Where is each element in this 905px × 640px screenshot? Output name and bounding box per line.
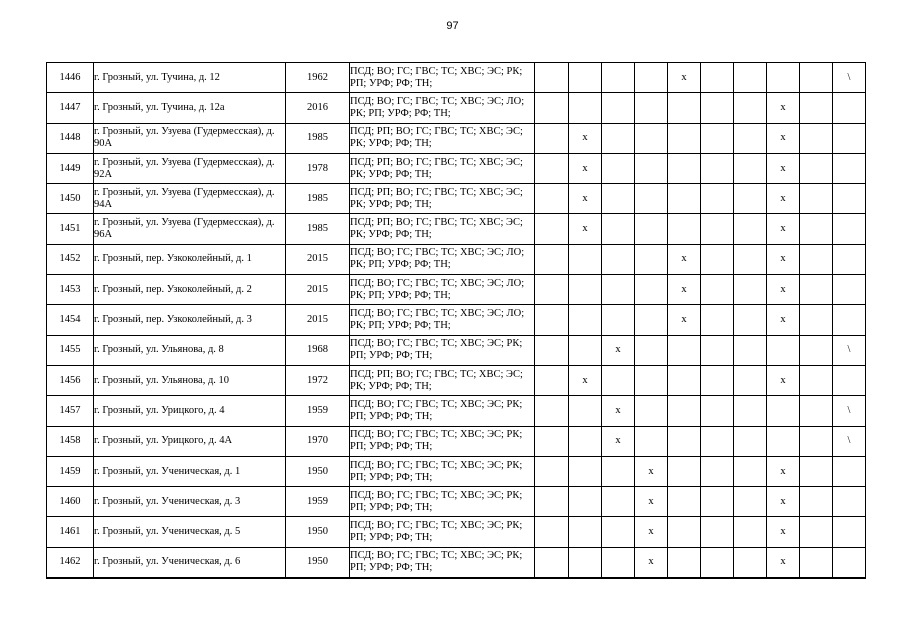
address-cell: г. Грозный, ул. Ученическая, д. 3 — [94, 487, 286, 517]
table-row — [47, 396, 866, 426]
mark-cell — [800, 426, 833, 456]
year-cell: 2016 — [286, 93, 350, 123]
table-row — [47, 365, 866, 395]
mark-cell — [734, 123, 767, 153]
address-cell: г. Грозный, ул. Урицкого, д. 4А — [94, 426, 286, 456]
year-cell: 1968 — [286, 335, 350, 365]
mark-cell: x — [767, 93, 800, 123]
mark-cell — [800, 244, 833, 274]
mark-cell — [767, 63, 800, 93]
mark-cell: x — [767, 305, 800, 335]
mark-cell — [701, 184, 734, 214]
row-number-cell: 1459 — [47, 456, 94, 486]
mark-cell — [800, 456, 833, 486]
mark-cell — [701, 456, 734, 486]
mark-cell: x — [767, 517, 800, 547]
mark-cell — [569, 396, 602, 426]
mark-cell — [668, 426, 701, 456]
housing-registry-table — [46, 62, 866, 579]
table-row — [47, 63, 866, 93]
mark-cell — [602, 93, 635, 123]
services-cell: ПСД; РП; ВО; ГС; ГВС; ТС; ХВС; ЭС; РК; УРФ; РФ; ТН; — [350, 184, 535, 214]
mark-cell — [833, 547, 866, 578]
mark-cell — [602, 214, 635, 244]
address-cell: г. Грозный, ул. Тучина, д. 12а — [94, 93, 286, 123]
mark-cell — [833, 153, 866, 183]
mark-cell — [668, 93, 701, 123]
mark-cell — [800, 396, 833, 426]
mark-cell: \ — [833, 63, 866, 93]
address-cell: г. Грозный, пер. Узкоколейный, д. 3 — [94, 305, 286, 335]
mark-cell: x — [767, 244, 800, 274]
row-number-cell: 1455 — [47, 335, 94, 365]
mark-cell — [701, 93, 734, 123]
mark-cell — [569, 93, 602, 123]
mark-cell — [668, 547, 701, 578]
row-number-cell: 1461 — [47, 517, 94, 547]
mark-cell — [800, 365, 833, 395]
year-cell: 1978 — [286, 153, 350, 183]
mark-cell — [569, 547, 602, 578]
mark-cell — [569, 275, 602, 305]
mark-cell — [535, 63, 569, 93]
mark-cell — [833, 487, 866, 517]
mark-cell: \ — [833, 396, 866, 426]
mark-cell — [833, 214, 866, 244]
address-cell: г. Грозный, ул. Узуева (Гудермесская), д. 90А — [94, 123, 286, 153]
mark-cell — [734, 456, 767, 486]
mark-cell — [701, 487, 734, 517]
mark-cell — [734, 365, 767, 395]
mark-cell — [800, 517, 833, 547]
mark-cell — [535, 335, 569, 365]
mark-cell — [635, 214, 668, 244]
services-cell: ПСД; ВО; ГС; ГВС; ТС; ХВС; ЭС; РК; РП; УРФ; РФ; ТН; — [350, 487, 535, 517]
mark-cell — [635, 93, 668, 123]
mark-cell: x — [767, 547, 800, 578]
row-number-cell: 1457 — [47, 396, 94, 426]
mark-cell — [668, 214, 701, 244]
mark-cell: x — [635, 456, 668, 486]
mark-cell — [535, 426, 569, 456]
row-number-cell: 1460 — [47, 487, 94, 517]
mark-cell — [701, 214, 734, 244]
table-row — [47, 275, 866, 305]
mark-cell — [535, 396, 569, 426]
services-cell: ПСД; ВО; ГС; ГВС; ТС; ХВС; ЭС; РК; РП; УРФ; РФ; ТН; — [350, 426, 535, 456]
address-cell: г. Грозный, ул. Ульянова, д. 10 — [94, 365, 286, 395]
mark-cell — [668, 123, 701, 153]
mark-cell — [800, 153, 833, 183]
mark-cell — [734, 93, 767, 123]
mark-cell — [767, 396, 800, 426]
mark-cell — [701, 153, 734, 183]
mark-cell — [602, 244, 635, 274]
table-row — [47, 153, 866, 183]
address-cell: г. Грозный, ул. Узуева (Гудермесская), д. 92А — [94, 153, 286, 183]
mark-cell — [602, 123, 635, 153]
year-cell: 2015 — [286, 305, 350, 335]
table-row — [47, 244, 866, 274]
mark-cell — [635, 275, 668, 305]
services-cell: ПСД; РП; ВО; ГС; ГВС; ТС; ХВС; ЭС; РК; УРФ; РФ; ТН; — [350, 123, 535, 153]
mark-cell: x — [569, 153, 602, 183]
row-number-cell: 1448 — [47, 123, 94, 153]
mark-cell — [734, 487, 767, 517]
mark-cell — [734, 184, 767, 214]
mark-cell — [800, 214, 833, 244]
mark-cell — [734, 275, 767, 305]
services-cell: ПСД; ВО; ГС; ГВС; ТС; ХВС; ЭС; ЛО; РК; РП; УРФ; РФ; ТН; — [350, 305, 535, 335]
year-cell: 1985 — [286, 214, 350, 244]
row-number-cell: 1462 — [47, 547, 94, 578]
mark-cell: x — [767, 123, 800, 153]
mark-cell — [734, 63, 767, 93]
year-cell: 1950 — [286, 456, 350, 486]
mark-cell — [833, 93, 866, 123]
table-row — [47, 426, 866, 456]
mark-cell — [635, 184, 668, 214]
mark-cell — [800, 63, 833, 93]
address-cell: г. Грозный, пер. Узкоколейный, д. 1 — [94, 244, 286, 274]
services-cell: ПСД; РП; ВО; ГС; ГВС; ТС; ХВС; ЭС; РК; УРФ; РФ; ТН; — [350, 365, 535, 395]
table-body — [47, 63, 866, 579]
year-cell: 1970 — [286, 426, 350, 456]
mark-cell — [833, 365, 866, 395]
mark-cell — [535, 214, 569, 244]
mark-cell — [535, 153, 569, 183]
mark-cell — [668, 184, 701, 214]
mark-cell — [602, 305, 635, 335]
mark-cell: x — [602, 396, 635, 426]
mark-cell — [569, 517, 602, 547]
mark-cell — [569, 244, 602, 274]
mark-cell: x — [635, 517, 668, 547]
mark-cell — [734, 335, 767, 365]
mark-cell — [635, 123, 668, 153]
mark-cell — [535, 184, 569, 214]
mark-cell: x — [635, 487, 668, 517]
mark-cell — [535, 275, 569, 305]
row-number-cell: 1451 — [47, 214, 94, 244]
services-cell: ПСД; ВО; ГС; ГВС; ТС; ХВС; ЭС; ЛО; РК; РП; УРФ; РФ; ТН; — [350, 275, 535, 305]
mark-cell — [701, 244, 734, 274]
services-cell: ПСД; РП; ВО; ГС; ГВС; ТС; ХВС; ЭС; РК; УРФ; РФ; ТН; — [350, 214, 535, 244]
services-cell: ПСД; ВО; ГС; ГВС; ТС; ХВС; ЭС; ЛО; РК; РП; УРФ; РФ; ТН; — [350, 93, 535, 123]
mark-cell — [701, 275, 734, 305]
mark-cell — [602, 487, 635, 517]
mark-cell — [569, 335, 602, 365]
mark-cell — [535, 517, 569, 547]
mark-cell — [833, 305, 866, 335]
mark-cell: x — [668, 244, 701, 274]
mark-cell — [635, 335, 668, 365]
mark-cell — [734, 517, 767, 547]
table-row — [47, 335, 866, 365]
mark-cell — [602, 184, 635, 214]
mark-cell — [701, 547, 734, 578]
row-number-cell: 1458 — [47, 426, 94, 456]
mark-cell — [701, 305, 734, 335]
mark-cell — [602, 517, 635, 547]
mark-cell: \ — [833, 335, 866, 365]
table-row — [47, 456, 866, 486]
mark-cell — [833, 184, 866, 214]
row-number-cell: 1453 — [47, 275, 94, 305]
mark-cell — [635, 396, 668, 426]
mark-cell — [833, 517, 866, 547]
services-cell: ПСД; РП; ВО; ГС; ГВС; ТС; ХВС; ЭС; РК; УРФ; РФ; ТН; — [350, 153, 535, 183]
mark-cell — [668, 456, 701, 486]
mark-cell: x — [569, 184, 602, 214]
mark-cell — [734, 153, 767, 183]
mark-cell — [833, 456, 866, 486]
mark-cell — [800, 305, 833, 335]
services-cell: ПСД; ВО; ГС; ГВС; ТС; ХВС; ЭС; РК; РП; УРФ; РФ; ТН; — [350, 63, 535, 93]
mark-cell — [668, 487, 701, 517]
mark-cell — [602, 275, 635, 305]
mark-cell — [569, 456, 602, 486]
table-row — [47, 214, 866, 244]
mark-cell — [833, 244, 866, 274]
mark-cell — [800, 123, 833, 153]
row-number-cell: 1449 — [47, 153, 94, 183]
mark-cell — [635, 153, 668, 183]
mark-cell: x — [668, 305, 701, 335]
mark-cell — [767, 335, 800, 365]
mark-cell: x — [602, 426, 635, 456]
mark-cell: x — [767, 365, 800, 395]
mark-cell — [635, 426, 668, 456]
address-cell: г. Грозный, ул. Ульянова, д. 8 — [94, 335, 286, 365]
table-row — [47, 93, 866, 123]
year-cell: 2015 — [286, 275, 350, 305]
row-number-cell: 1446 — [47, 63, 94, 93]
mark-cell: x — [668, 63, 701, 93]
services-cell: ПСД; ВО; ГС; ГВС; ТС; ХВС; ЭС; РК; РП; УРФ; РФ; ТН; — [350, 456, 535, 486]
mark-cell: \ — [833, 426, 866, 456]
mark-cell: x — [767, 184, 800, 214]
year-cell: 1985 — [286, 184, 350, 214]
mark-cell — [833, 123, 866, 153]
table-row — [47, 517, 866, 547]
year-cell: 1972 — [286, 365, 350, 395]
mark-cell — [701, 426, 734, 456]
mark-cell — [602, 153, 635, 183]
mark-cell — [734, 396, 767, 426]
services-cell: ПСД; ВО; ГС; ГВС; ТС; ХВС; ЭС; РК; РП; УРФ; РФ; ТН; — [350, 335, 535, 365]
mark-cell — [535, 305, 569, 335]
mark-cell: x — [767, 214, 800, 244]
mark-cell: x — [767, 487, 800, 517]
mark-cell — [734, 214, 767, 244]
address-cell: г. Грозный, пер. Узкоколейный, д. 2 — [94, 275, 286, 305]
mark-cell — [701, 63, 734, 93]
mark-cell — [668, 153, 701, 183]
mark-cell — [569, 63, 602, 93]
mark-cell: x — [602, 335, 635, 365]
row-number-cell: 1454 — [47, 305, 94, 335]
mark-cell — [800, 335, 833, 365]
year-cell: 2015 — [286, 244, 350, 274]
address-cell: г. Грозный, ул. Ученическая, д. 5 — [94, 517, 286, 547]
mark-cell — [602, 547, 635, 578]
mark-cell: x — [767, 275, 800, 305]
mark-cell — [535, 456, 569, 486]
mark-cell — [602, 365, 635, 395]
mark-cell — [800, 487, 833, 517]
mark-cell — [701, 365, 734, 395]
row-number-cell: 1452 — [47, 244, 94, 274]
mark-cell: x — [569, 123, 602, 153]
mark-cell — [535, 244, 569, 274]
table-row — [47, 487, 866, 517]
mark-cell — [734, 547, 767, 578]
services-cell: ПСД; ВО; ГС; ГВС; ТС; ХВС; ЭС; РК; РП; УРФ; РФ; ТН; — [350, 517, 535, 547]
year-cell: 1959 — [286, 396, 350, 426]
row-number-cell: 1450 — [47, 184, 94, 214]
mark-cell: x — [668, 275, 701, 305]
table-row — [47, 184, 866, 214]
mark-cell — [800, 184, 833, 214]
mark-cell — [569, 305, 602, 335]
table-row — [47, 123, 866, 153]
table-row — [47, 305, 866, 335]
mark-cell — [668, 517, 701, 547]
mark-cell — [535, 365, 569, 395]
mark-cell — [535, 123, 569, 153]
mark-cell — [602, 456, 635, 486]
mark-cell — [800, 547, 833, 578]
mark-cell — [602, 63, 635, 93]
mark-cell — [635, 244, 668, 274]
mark-cell — [800, 93, 833, 123]
mark-cell — [635, 365, 668, 395]
mark-cell: x — [767, 153, 800, 183]
mark-cell: x — [635, 547, 668, 578]
mark-cell — [734, 426, 767, 456]
mark-cell — [535, 487, 569, 517]
mark-cell — [833, 275, 866, 305]
services-cell: ПСД; ВО; ГС; ГВС; ТС; ХВС; ЭС; РК; РП; УРФ; РФ; ТН; — [350, 547, 535, 578]
year-cell: 1959 — [286, 487, 350, 517]
mark-cell — [668, 335, 701, 365]
mark-cell — [800, 275, 833, 305]
year-cell: 1962 — [286, 63, 350, 93]
year-cell: 1950 — [286, 517, 350, 547]
mark-cell — [569, 426, 602, 456]
address-cell: г. Грозный, ул. Тучина, д. 12 — [94, 63, 286, 93]
page-number: 97 — [446, 20, 459, 32]
mark-cell: x — [767, 456, 800, 486]
row-number-cell: 1447 — [47, 93, 94, 123]
mark-cell: x — [569, 214, 602, 244]
address-cell: г. Грозный, ул. Ученическая, д. 1 — [94, 456, 286, 486]
mark-cell — [734, 244, 767, 274]
address-cell: г. Грозный, ул. Узуева (Гудермесская), д. 94А — [94, 184, 286, 214]
mark-cell — [569, 487, 602, 517]
address-cell: г. Грозный, ул. Урицкого, д. 4 — [94, 396, 286, 426]
year-cell: 1985 — [286, 123, 350, 153]
mark-cell — [701, 517, 734, 547]
services-cell: ПСД; ВО; ГС; ГВС; ТС; ХВС; ЭС; ЛО; РК; РП; УРФ; РФ; ТН; — [350, 244, 535, 274]
mark-cell — [635, 63, 668, 93]
mark-cell — [535, 93, 569, 123]
mark-cell — [635, 305, 668, 335]
mark-cell — [535, 547, 569, 578]
table-row — [47, 547, 866, 578]
mark-cell — [701, 123, 734, 153]
mark-cell — [701, 335, 734, 365]
row-number-cell: 1456 — [47, 365, 94, 395]
address-cell: г. Грозный, ул. Ученическая, д. 6 — [94, 547, 286, 578]
mark-cell — [734, 305, 767, 335]
address-cell: г. Грозный, ул. Узуева (Гудермесская), д. 96А — [94, 214, 286, 244]
year-cell: 1950 — [286, 547, 350, 578]
mark-cell: x — [569, 365, 602, 395]
mark-cell — [668, 365, 701, 395]
mark-cell — [701, 396, 734, 426]
mark-cell — [668, 396, 701, 426]
mark-cell — [767, 426, 800, 456]
services-cell: ПСД; ВО; ГС; ГВС; ТС; ХВС; ЭС; РК; РП; УРФ; РФ; ТН; — [350, 396, 535, 426]
